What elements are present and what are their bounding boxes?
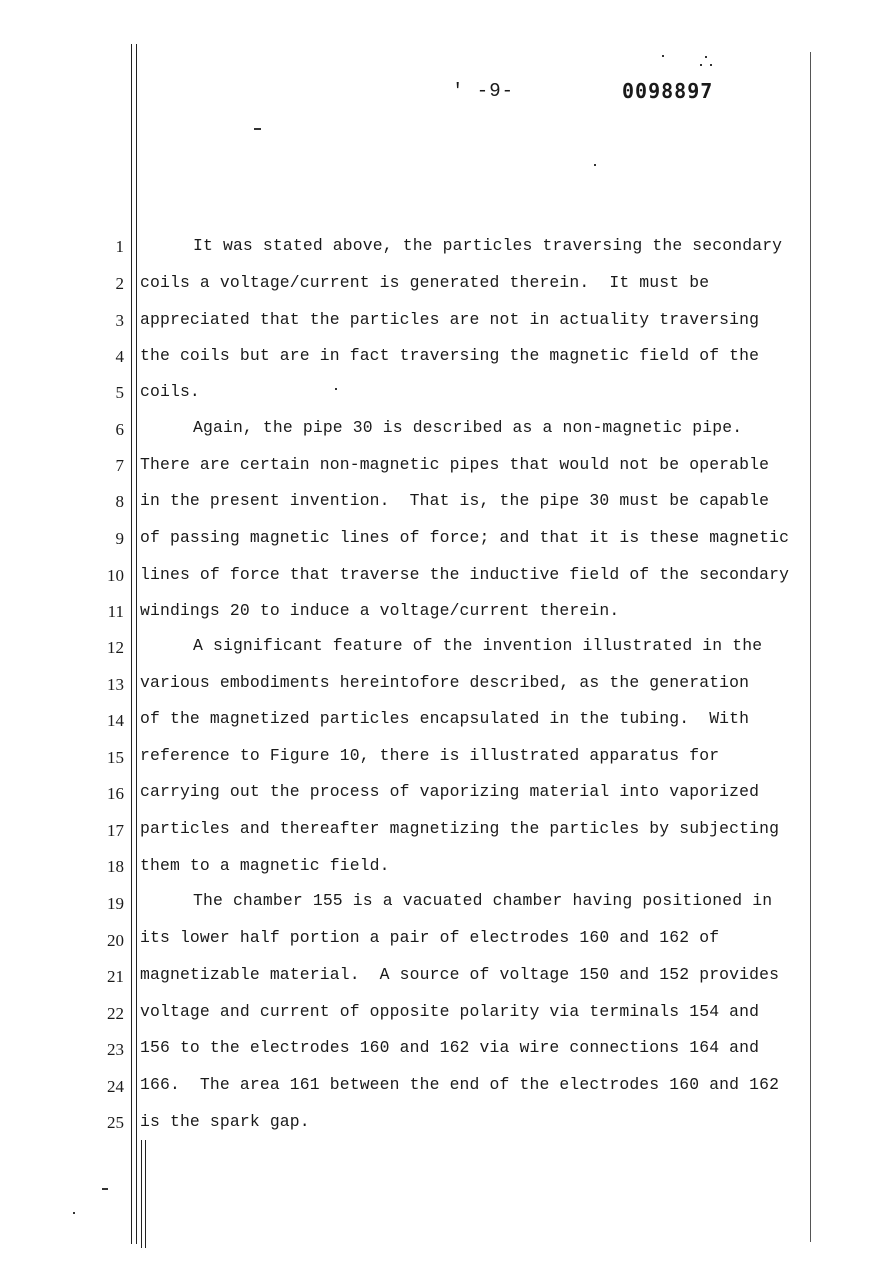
scan-speck — [662, 55, 664, 57]
line-number: 13 — [107, 675, 124, 694]
text-line: The chamber 155 is a vacuated chamber having positioned in — [193, 891, 773, 910]
scan-speck — [710, 64, 712, 66]
line-number: 7 — [115, 456, 124, 475]
line-number: 11 — [107, 602, 124, 621]
text-line: voltage and current of opposite polarity via terminals 154 and — [140, 1002, 760, 1021]
text-line: 156 to the electrodes 160 and 162 via wire connections 164 and — [140, 1038, 760, 1057]
line-number: 20 — [107, 931, 124, 950]
margin-rule — [141, 1140, 142, 1248]
line-number: 15 — [107, 748, 124, 767]
scan-speck — [335, 388, 337, 390]
line-number: 14 — [107, 711, 124, 730]
text-line: carrying out the process of vaporizing material into vaporized — [140, 782, 760, 801]
line-number: 9 — [115, 529, 124, 548]
text-line: Again, the pipe 30 is described as a non-magnetic pipe. — [193, 418, 743, 437]
line-number: 2 — [115, 274, 124, 293]
line-number: 8 — [115, 492, 124, 511]
line-number: 24 — [107, 1077, 124, 1096]
text-line: various embodiments hereintofore described, as the generation — [140, 673, 750, 692]
text-line: of the magnetized particles encapsulated in the tubing. With — [140, 709, 750, 728]
text-line: is the spark gap. — [140, 1112, 310, 1131]
text-line: There are certain non-magnetic pipes that would not be operable — [140, 455, 770, 474]
scan-speck — [73, 1212, 75, 1214]
text-line: A significant feature of the invention illustrated in the — [193, 636, 763, 655]
scan-speck — [102, 1188, 108, 1190]
scan-speck — [594, 164, 596, 166]
text-line: the coils but are in fact traversing the magnetic field of the — [140, 346, 760, 365]
text-line: its lower half portion a pair of electrodes 160 and 162 of — [140, 928, 720, 947]
line-number: 1 — [115, 237, 124, 256]
line-number: 19 — [107, 894, 124, 913]
line-number: 10 — [107, 566, 124, 585]
right-margin-rule — [810, 52, 811, 1242]
text-line: reference to Figure 10, there is illustrated apparatus for — [140, 746, 720, 765]
line-number: 16 — [107, 784, 124, 803]
text-line: them to a magnetic field. — [140, 856, 390, 875]
line-number: 25 — [107, 1113, 124, 1132]
text-line: appreciated that the particles are not in actuality traversing — [140, 310, 760, 329]
text-line: lines of force that traverse the inductive field of the secondary — [140, 565, 790, 584]
margin-rule — [136, 44, 137, 1244]
document-number: 0098897 — [622, 79, 714, 103]
text-line: It was stated above, the particles traversing the secondary — [193, 236, 783, 255]
text-line: in the present invention. That is, the pipe 30 must be capable — [140, 491, 770, 510]
text-line: 166. The area 161 between the end of the electrodes 160 and 162 — [140, 1075, 780, 1094]
line-number: 12 — [107, 638, 124, 657]
text-line: of passing magnetic lines of force; and that it is these magnetic — [140, 528, 790, 547]
line-number: 6 — [115, 420, 124, 439]
line-number: 23 — [107, 1040, 124, 1059]
line-number: 4 — [115, 347, 124, 366]
text-line: coils. — [140, 382, 200, 401]
line-number: 5 — [115, 383, 124, 402]
text-line: magnetizable material. A source of voltage 150 and 152 provides — [140, 965, 780, 984]
line-number: 3 — [115, 311, 124, 330]
text-line: particles and thereafter magnetizing the particles by subjecting — [140, 819, 780, 838]
line-number: 22 — [107, 1004, 124, 1023]
scan-speck — [700, 64, 702, 66]
text-line: windings 20 to induce a voltage/current therein. — [140, 601, 620, 620]
line-number: 21 — [107, 967, 124, 986]
scan-speck — [705, 56, 707, 58]
line-number: 18 — [107, 857, 124, 876]
margin-rule — [145, 1140, 146, 1248]
scan-speck — [254, 128, 261, 130]
page-number: ' -9- — [452, 80, 515, 102]
line-number: 17 — [107, 821, 124, 840]
margin-rule — [131, 44, 132, 1244]
text-line: coils a voltage/current is generated therein. It must be — [140, 273, 710, 292]
